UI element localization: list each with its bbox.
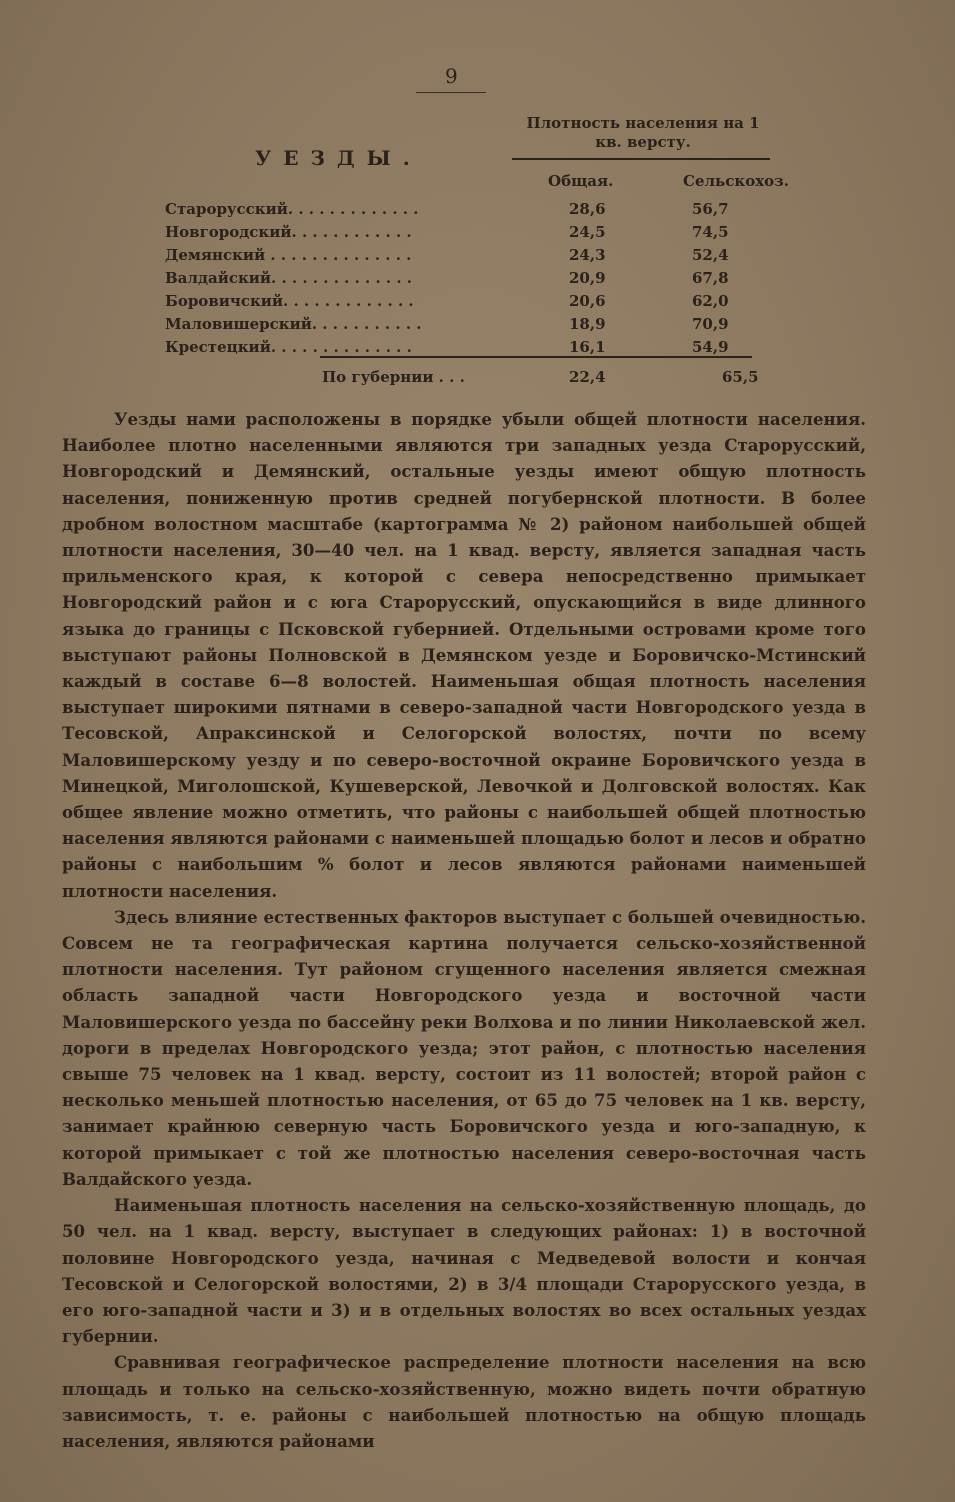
total-selskohoz: 65,5 xyxy=(722,368,759,386)
row-obshaya: 20,9 xyxy=(569,269,606,287)
table-header-density: Плотность населения на 1 кв. версту. xyxy=(526,114,760,151)
row-name: Крестецкий. . . . . . . . . . . . . . xyxy=(165,338,412,356)
row-selskohoz: 54,9 xyxy=(692,338,729,356)
row-obshaya: 20,6 xyxy=(569,292,606,310)
density-table xyxy=(165,200,765,361)
table-total-row xyxy=(165,368,765,391)
row-obshaya: 18,9 xyxy=(569,315,606,333)
row-selskohoz: 70,9 xyxy=(692,315,729,333)
row-selskohoz: 52,4 xyxy=(692,246,729,264)
column-header-obshaya: Общая. xyxy=(548,172,614,190)
column-header-uezdy: УЕЗДЫ. xyxy=(255,146,422,170)
page-number: 9 xyxy=(445,64,458,88)
row-selskohoz: 67,8 xyxy=(692,269,729,287)
row-selskohoz: 62,0 xyxy=(692,292,729,310)
total-rule xyxy=(320,356,752,358)
page-number-rule xyxy=(416,92,486,93)
row-name: Валдайский. . . . . . . . . . . . . . xyxy=(165,269,413,287)
total-obshaya: 22,4 xyxy=(569,368,606,386)
table-row xyxy=(165,246,765,269)
table-row xyxy=(165,292,765,315)
row-name: Старорусский. . . . . . . . . . . . . xyxy=(165,200,419,218)
paragraph: Здесь влияние естественных факторов выступает с большей очевидностью. Совсем не та географическая картина получается сельско-хозяйственной плотности населения. Тут районом сгущенного населения является смежная область западной части Новгородского уезда и восточной части Маловишерского уезда по бассейну реки Волхова и по линии Николаевской жел. дороги в пределах Новгородского уезда; этот район, с плотностью населения свыше 75 человек на 1 квад. версту, состоит из 11 волостей; второй район с несколько меньшей плотностью населения, от 65 до 75 человек на 1 кв. версту, занимает крайнюю северную часть Боровичского уезда и юго-западную, к которой примыкает с той же плотностью населения северо-восточная часть Валдайского уезда. xyxy=(62,906,866,1189)
total-name: По губернии . . . xyxy=(322,368,465,386)
paragraph: Сравнивая географическое распределение плотности населения на всю площадь и только на сельско-хозяйственную, можно видеть почти обратную зависимость, т. е. районы с наибольшей плотностью на общую площадь населения, являются районами xyxy=(62,1352,866,1451)
paragraph: Наименьшая плотность населения на сельско-хозяйственную площадь, до 50 чел. на 1 квад. версту, выступает в следующих районах: 1) в восточной половине Новгородского уезда, начиная с Медведевой волости и кончая Тесовской и Селогорской волостями, 2) в 3/4 площади Старорусского уезда, в его юго-западной части и 3) и в отдельных волостях во всех остальных уездах губернии. xyxy=(62,1195,866,1347)
row-name: Демянский . . . . . . . . . . . . . . xyxy=(165,246,412,264)
table-row xyxy=(165,269,765,292)
row-name: Маловишерский. . . . . . . . . . . xyxy=(165,315,422,333)
table-row xyxy=(165,200,765,223)
row-obshaya: 24,5 xyxy=(569,223,606,241)
row-name: Боровичский. . . . . . . . . . . . . xyxy=(165,292,414,310)
row-selskohoz: 74,5 xyxy=(692,223,729,241)
body-text xyxy=(62,406,866,1454)
table-header-brace xyxy=(512,158,770,160)
paragraph: Уезды нами расположены в порядке убыли общей плотности населения. Наиболее плотно населенными являются три западных уезда Старорусский, Новгородский и Демянский, остальные уезды имеют общую плотность населения, пониженную против средней погубернской плотности. В более дробном волостном масштабе (картограмма № 2) районом наибольшей общей плотности населения, 30—40 чел. на 1 квад. версту, является западная часть прильменского края, к которой с севера непосредственно примыкает Новгородский район и с юга Старорусский, опускающийся в виде длинного языка до границы с Псковской губернией. Отдельными островами кроме того выступают районы Полновской в Демянском уезде и Боровичско-Мстинский каждый в составе 6—8 волостей. Наименьшая общая плотность населения выступает широкими пятнами в северо-западной части Новгородского уезда в Тесовской, Апраксинской и Селогорской волостях, почти по всему Маловишерскому уезду и по северо-восточной окраине Боровичского уезда в Минецкой, Миголошской, Кушеверской, Левочкой и Долговской волостях. Как общее явление можно отметить, что районы с наибольшей общей плотностью населения являются районами с наименьшей площадью болот и лесов и обратно районы с наибольшим % болот и лесов являются районами наименьшей плотности населения. xyxy=(62,409,866,901)
row-obshaya: 24,3 xyxy=(569,246,606,264)
row-selskohoz: 56,7 xyxy=(692,200,729,218)
table-row xyxy=(165,223,765,246)
row-obshaya: 28,6 xyxy=(569,200,606,218)
row-obshaya: 16,1 xyxy=(569,338,606,356)
row-name: Новгородский. . . . . . . . . . . . xyxy=(165,223,412,241)
table-row xyxy=(165,315,765,338)
column-header-selskohoz: Сельскохоз. xyxy=(683,172,789,190)
